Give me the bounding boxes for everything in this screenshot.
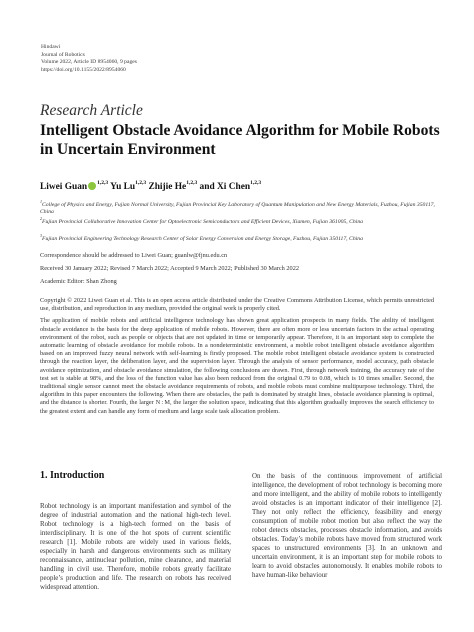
author[interactable]: Yu Lu$^{1,2,3}$ <box>110 180 147 193</box>
body-column-left: Robot technology is an important manifestation and symbol of the degree of industrial automation and the national high-tech level. Robot technology is a high-tech formed on the basis of interdisciplinary. It is one of the hot spots of current scientific research [1]. Mobile robots are widely used in various fields, especially in harsh and dangerous environments such as military reconnaissance, antinuclear pollution, mine clearance, and material handling in civil use. Therefore, mobile robots greatly facilitate people’s production and life. The research on robots has received widespread attention. <box>40 503 231 591</box>
section-heading: 1. Introduction <box>40 470 105 481</box>
abstract-text: The application of mobile robots and artificial intelligence technology has shown great application prospects in many fields. The ability of intelligent obstacle avoidance is the basis for the deep application of mobile robots. However, there are often more or less uncertain factors in the actual operating environment of the robot, such as people or objects that are not updated in time or temporarily appear. Therefore, it is an important step to complete the automatic learning of obstacle avoidance for mobile robots. In a nondeterministic environment, a mobile robot intelligent obstacle avoidance algorithm based on an improved fuzzy neural network with self-learning is firstly proposed. The mobile robot intelligent obstacle avoidance system is constructed through the reaction layer, the deliberation layer, and the supervision layer. Through the analysis of sensor performance, model accuracy, path obstacle avoidance optimization, and obstacle avoidance simulation, the following conclusions are drawn. First, through network training, the accuracy rate of the test set is stable at 98%, and the loss of the function value has also been reduced from the original 0.79 to 0.08, which is 10 times smaller. Second, the traditional single sensor cannot meet the obstacle avoidance requirements of robots, and mobile robots must combine multipurpose technology. Third, the algorithm in this paper encounters the following. When there are obstacles, the path is dominated by straight lines, obstacle avoidance planning is optimal, and the distance is shorter. Fourth, the larger N : M, the larger the solution space, indicating that this algorithm gradually improves the search efficiency to the greatest extent and can handle any form of medium and large scale task allocation problem. <box>40 317 434 415</box>
doi-link[interactable]: https://doi.org/10.1155/2022/8954060 <box>41 66 126 73</box>
journal-name: Journal of Robotics <box>41 51 85 58</box>
copyright-notice: Copyright © 2022 Liwei Guan et al. This is an open access article distributed under the Creative Commons Attribution License, which permits unrestricted use, distribution, and reproduction in any medium, provided the original work is properly cited. <box>40 297 434 313</box>
author[interactable]: Zhijie He$^{1,2,3}$ <box>148 180 198 193</box>
volume-info: Volume 2022, Article ID 8954060, 9 pages <box>41 59 137 66</box>
body-column-right: On the basis of the continuous improvement of artificial intelligence, the development of robot technology is becoming more and more intelligent, and the ability of mobile robots to intelligently avoid obstacles is an important indicator of their intelligence [2]. They not only reflect the efficiency, feasibility and energy consumption of mobile robot motion but also reflect the way the robot detects obstacles, processes obstacle information, and avoids obstacles. Today’s mobile robots have moved from structured work spaces to unstructured environments [3]. In an unknown and uncertain environment, it is an important step for mobile robots to learn to avoid obstacles autonomously. It enables mobile robots to have human-like behaviour <box>252 473 442 579</box>
affiliation: $^2$Fujian Provincial Collaborative Innovation Center for Optoelectronic Semiconductors and Efficient Devices, Xiamen, Fujian 361005, China <box>40 216 364 225</box>
publication-dates: Received 30 January 2022; Revised 7 March 2022; Accepted 9 March 2022; Published 30 March 2022 <box>40 265 299 272</box>
article-title: Intelligent Obstacle Avoidance Algorithm for Mobile Robots in Uncertain Environment <box>40 122 440 158</box>
author-list: Liwei Guan $^{1,2,3}$ Yu Lu$^{1,2,3}$ Zhijie He$^{1,2,3}$ and Xi Chen$^{1,2,3}$ <box>40 180 262 193</box>
orcid-icon[interactable] <box>88 182 96 190</box>
journal-header <box>41 44 137 74</box>
affiliation: $^3$Fujian Provincial Engineering Technology Research Center of Solar Energy Conversion and Energy Storage, Fuzhou, Fujian 350117, China <box>40 233 363 242</box>
author[interactable]: Xi Chen$^{1,2,3}$ <box>217 180 262 193</box>
publisher-name: Hindawi <box>41 44 61 50</box>
abstract-block <box>40 297 434 416</box>
affiliation: $^1$College of Physics and Energy, Fujian Normal University, Fujian Provincial Key Laboratory of Quantum Manipulation and New Energy Materials, Fuzhou, Fujian 350117, China <box>40 199 435 216</box>
author[interactable]: Liwei Guan $^{1,2,3}$ <box>40 180 109 193</box>
article-type: Research Article <box>40 102 143 119</box>
academic-editor: Academic Editor: Shan Zhong <box>40 278 117 285</box>
correspondence: Correspondence should be addressed to Liwei Guan; guanlw@fjnu.edu.cn <box>40 252 228 259</box>
